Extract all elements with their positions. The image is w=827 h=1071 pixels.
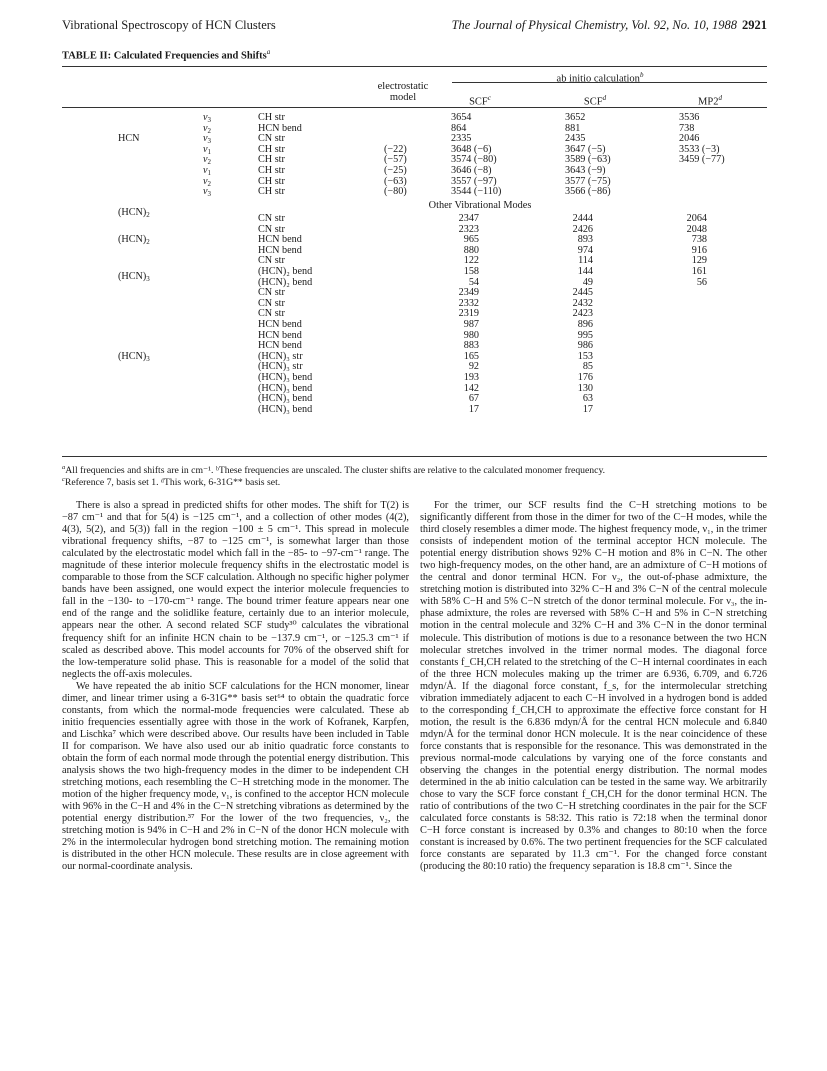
scf-c-value: 883 — [463, 340, 479, 352]
mp2-value: 3459 (−77) — [679, 154, 725, 166]
mp2-value: 161 — [691, 266, 707, 277]
scf-c-value: 987 — [463, 319, 479, 330]
mode-description: (HCN)₂ bend — [258, 266, 313, 277]
col-header-mp2 — [670, 93, 750, 108]
mp2-value: 738 — [691, 234, 707, 246]
footnote-text-1: All frequencies and shifts are in cm⁻¹. ᵇThese frequencies are unscaled. The cluster shifts are relative to the calculated monomer frequency. — [65, 465, 606, 477]
mode-index: 3 — [207, 190, 212, 199]
col-header-scf-d-text: SCF — [583, 96, 603, 108]
scf-d-value: 2423 — [572, 308, 593, 320]
col-header-abinitio-text: ab initio calculation — [556, 73, 640, 85]
mode-description: CN str — [258, 223, 285, 235]
mode-description: CN str — [258, 308, 285, 320]
scf-c-value: 3574 (−80) — [451, 154, 497, 166]
col-header-abinitio-note: b — [639, 71, 644, 79]
scf-c-value: 193 — [463, 372, 479, 383]
mode-label: $\nu_2$ — [203, 154, 212, 167]
mode-description: HCN bend — [258, 329, 302, 341]
article-short-title: Vibrational Spectroscopy of HCN Clusters — [62, 18, 276, 32]
scf-d-value: 2435 — [565, 133, 586, 145]
electrostatic-value: (−22) — [384, 143, 407, 155]
mode-description: CN str — [258, 255, 285, 267]
table-bottom-rule — [62, 456, 767, 457]
col-header-electrostatic-line1: electrostatic — [377, 81, 429, 92]
footnote-text-2: Reference 7, basis set 1. ᵈThis work, 6-31G** basis set. — [64, 477, 281, 489]
mode-index: 2 — [207, 158, 212, 167]
scf-d-value: 114 — [578, 255, 593, 267]
section-other-modes-title: Other Vibrational Modes — [428, 200, 532, 211]
table-title-note: a — [266, 48, 271, 56]
mode-description: CN str — [258, 287, 285, 299]
mode-description: HCN bend — [258, 340, 302, 352]
scf-c-value: 2349 — [458, 287, 479, 299]
species-column-2 — [118, 214, 150, 373]
table-top-rule — [62, 66, 767, 67]
scf-d-value: 986 — [577, 340, 593, 352]
scf-d-value: 881 — [565, 122, 581, 134]
mp2-value: 738 — [679, 122, 695, 134]
mode-label: $\nu_3$ — [203, 133, 212, 146]
mode-label: $\nu_2$ — [203, 122, 212, 135]
scf-d-value: 130 — [577, 382, 593, 394]
mode-description: CN str — [258, 213, 285, 224]
mp2-value: 56 — [696, 276, 707, 288]
electrostatic-value: (−63) — [384, 175, 407, 187]
mp2-value: 916 — [691, 244, 707, 256]
scf-d-value: 63 — [582, 393, 593, 405]
electrostatic-value: (−80) — [384, 186, 407, 198]
scf-d-value: 995 — [577, 329, 593, 341]
scf-c-value: 864 — [451, 122, 467, 134]
mode-label: $\nu_3$ — [203, 112, 212, 124]
col-header-scf-c — [440, 93, 520, 108]
mp2-value: 129 — [691, 255, 707, 267]
scf-c-value: 54 — [468, 276, 479, 288]
scf-c-value: 2347 — [458, 213, 479, 224]
scf-d-value: 17 — [582, 403, 593, 415]
scf-c-value: 17 — [468, 403, 479, 415]
scf-d-value: 2445 — [572, 287, 593, 299]
mode-index: 3 — [207, 116, 212, 124]
abinitio-spanner-rule — [452, 82, 767, 83]
paragraph-abinitio-scf: We have repeated the ab initio SCF calculations for the HCN monomer, linear dimer, and linear trimer using a 6-31G** basis set⁶⁴ to obtain the quadratic force constants, from which the normal-mode frequencies were calculated. These ab initio frequencies essentially agree with those in the work of Kofranek, Karpfen, and Lischka⁷ which were described above. Our results have been included in Table II for comparison. We have also used our ab initio quadratic force constants to obtain the form of each normal mode through the potential energy distribution. This analysis shows the two high-frequency modes in the dimer to be independent CH stretching motions, each resembling the C−H stretching mode in the monomer. The motion of the higher frequency mode, ν₁, is confined to the acceptor HCN molecule with 96% in the C−H and 4% in the C−N stretching vibrations as determined by the potential energy distribution.³⁷ For the lower of the two frequencies, ν₂, the stretching motion is 94% in C−H and 2% in C−N of the donor HCN molecule with 2% in the intermolecular hydrogen bond stretching motion. The remaining motion is distributed in the other HCN molecule. These results are in close agreement with our normal-coordinate analysis. — [62, 680, 409, 873]
scf-c-value: 2335 — [451, 133, 472, 145]
scf-c-value: 980 — [463, 329, 479, 341]
mode-description: CH str — [258, 165, 285, 176]
mode-index: 2 — [207, 126, 212, 135]
table-footnote-1: $^a$All frequencies and shifts are in cm⁻¹. ᵇThese frequencies are unscaled. The cluster shifts are relative to the calculated monomer frequency. — [62, 464, 606, 477]
mode-description: CH str — [258, 112, 285, 123]
mode-index: 1 — [207, 147, 212, 156]
mode-description: CH str — [258, 154, 285, 166]
species-dimer: $(HCN)_2$ — [118, 207, 150, 220]
col-header-scf-d — [555, 93, 635, 108]
mode-label: $\nu_2$ — [203, 175, 212, 188]
paragraph-shift-spread: There is also a spread in predicted shifts for other modes. The shift for T(2) is −87 cm⁻¹ and that for 5(4) is −125 cm⁻¹, and a collection of other modes (4(2), 4(3), 5(2), and 5(3)) fall in the region −100 ± 5 cm⁻¹. This spread in molecule vibrational frequency shifts, −87 to −125 cm⁻¹, is somewhat larger than those calculated by the electrostatic model which fall in the −85- to −97-cm⁻¹ range. The magnitude of these interior molecule frequency shifts in the electrostatic model is comparable to those from the SCF calculation. Although no specific higher polymer bands have been assigned, one would expect the interior molecule frequencies to fall in the −130- to −170-cm⁻¹ range. The bound trimer feature appears near one end of the range and the solidlike feature, certainly due to an interior molecule, appears near the other. A second related SCF study³⁰ calculates the vibrational frequency shift for an infinite HCN chain to be −137.9 cm⁻¹, or −125.3 cm⁻¹ if scaled as described above. This model accounts for 70% of the observed shift for the low-temperature solid phase. This is reasonable for a model of the solid that neglects the off-axis molecules. — [62, 500, 409, 680]
species-trimer-2: $(HCN)_3$ — [118, 350, 150, 363]
scf-c-value: 142 — [463, 382, 479, 394]
mode-description: HCN bend — [258, 122, 302, 134]
scf-c-value: 3544 (−110) — [451, 186, 502, 198]
scf-d-value: 153 — [577, 350, 593, 362]
scf-c-value: 158 — [463, 266, 479, 277]
mode-description: HCN bend — [258, 319, 302, 330]
scf-c-value: 965 — [463, 234, 479, 246]
mp2-value: 3533 (−3) — [679, 143, 720, 155]
table-footnote-2: $^c$Reference 7, basis set 1. ᵈThis work, 6-31G** basis set. — [62, 476, 281, 489]
mp2-value: 2064 — [686, 213, 707, 224]
scf-d-value: 144 — [577, 266, 593, 277]
scf-c-value: 92 — [468, 361, 479, 373]
scf-d-value: 49 — [582, 276, 593, 288]
scf-d-value: 2432 — [572, 297, 593, 309]
mp2-value: 3536 — [679, 112, 700, 123]
mode-description: (HCN)₃ str — [258, 361, 303, 373]
mode-description: CN str — [258, 133, 285, 145]
mode-description: (HCN)₃ bend — [258, 372, 313, 383]
mode-label: $\nu_1$ — [203, 165, 212, 177]
mode-index: 1 — [207, 169, 212, 177]
scf-c-value: 2319 — [458, 308, 479, 320]
mode-description: HCN bend — [258, 234, 302, 246]
species-trimer: $(HCN)_3$ — [118, 270, 150, 283]
scf-c-value: 67 — [468, 393, 479, 405]
scf-d-value: 896 — [577, 319, 593, 330]
scf-d-value: 176 — [577, 372, 593, 383]
scf-d-value: 85 — [582, 361, 593, 373]
col-header-electrostatic — [358, 81, 448, 103]
species-hcn: HCN — [118, 133, 140, 145]
mode-index: 3 — [207, 137, 212, 146]
col-header-scf-c-note: c — [487, 94, 491, 102]
scf-d-value: 3643 (−9) — [565, 165, 606, 176]
mode-description: (HCN)₃ bend — [258, 403, 313, 415]
scf-c-value: 3557 (−97) — [451, 175, 497, 187]
mode-label: $\nu_3$ — [203, 186, 212, 199]
mode-description: (HCN)₃ str — [258, 350, 303, 362]
scf-d-value: 3577 (−75) — [565, 175, 611, 187]
running-header — [62, 18, 767, 36]
scf-d-value: 3647 (−5) — [565, 143, 606, 155]
scf-d-value: 3652 — [565, 112, 586, 123]
scf-c-value: 3646 (−8) — [451, 165, 492, 176]
table-title-text: TABLE II: Calculated Frequencies and Shifts — [62, 50, 267, 62]
scf-c-value: 2332 — [458, 297, 479, 309]
mode-index: 2 — [207, 179, 212, 188]
col-header-mp2-note: d — [718, 94, 722, 102]
mode-description: CH str — [258, 143, 285, 155]
scf-d-value: 3589 (−63) — [565, 154, 611, 166]
page-number: 2921 — [742, 18, 767, 32]
col-header-electrostatic-line2: model — [389, 92, 417, 103]
mode-description: CN str — [258, 297, 285, 309]
scf-c-value: 122 — [463, 255, 479, 267]
body-left-column — [62, 500, 409, 873]
col-header-scf-c-text: SCF — [469, 96, 488, 108]
species-dimer-2: $(HCN)_2$ — [118, 234, 150, 247]
scf-c-value: 3648 (−6) — [451, 143, 492, 155]
mode-description: (HCN)₂ bend — [258, 276, 313, 288]
table-title — [62, 48, 270, 62]
paragraph-trimer-results: For the trimer, our SCF results find the C−H stretching motions to be significantly different from those in the dimer for two of the C−H modes, while the third closely resembles a dimer mode. The highest frequency mode, ν₁, in the trimer consists of independent motion of the terminal acceptor HCN molecule. The potential energy distribution shows 92% C−H motion and 8% in C−N. The other two high-frequency modes, on the other hand, are an admixture of C−H motions of the central and donor terminal HCN. For ν₂, the out-of-phase admixture, the stretching motion is distributed into 32% C−H and 3% C−N of the central molecule with 58% C−H and 5% C−N stretch of the donor terminal molecule. For ν₃, the in-phase admixture, the roles are reversed with 58% C−H and 5% in C−N stretching motion in the central molecule and 32% C−H and 3% C−N in the donor terminal molecule. This distribution of motions is due to a resonance between the two HCN molecular stretches involved in the trimer normal modes. The diagonal force constants f_CH,CH related to the stretching of the C−H internal coordinates in each of the three HCN molecules making up the trimer are 6.936, 6.709, and 6.726 mdyn/Å. If the diagonal force constant, f_s, for the intermolecular stretching vibration immediately adjacent to each C−H involved in a hydrogen bond is added to the corresponding f_CH,CH to approximate the effective force constant for H motion, the result is the 6.836 mdyn/Å for the central HCN molecule and 6.840 mdyn/Å for the terminal donor HCN molecule. It is the near coincidence of these force constants that is responsible for the resonance. This was demonstrated in the previous normal-mode calculations by varying one of the force constants and observing the changes in the potential energy distribution. The normal modes determined in the ab initio calculation can be tested in the same way. We arbitrarily chose to vary the SCF force constant f_CH,CH for the donor terminal HCN. The ratio of contributions of the two C−H stretching coordinates in the pair for the SCF calculated force constants is 58:32. This ratio is 72:18 when the terminal donor C−H force constant is increased by 0.3% and changes to 80:10 when the force constant is increased by 0.6%. The two pertinent frequencies for the SCF calculated force constants are separated by 11.3 cm⁻¹. For the changed force constant (producing the 80:10 ratio) the frequency separation is 18.8 cm⁻¹. Since the — [420, 500, 767, 873]
scf-c-value: 2323 — [458, 223, 479, 235]
mp2-value: 2048 — [686, 223, 707, 235]
mode-description: (HCN)₃ bend — [258, 393, 313, 405]
scf-c-value: 880 — [463, 244, 479, 256]
mode-description: HCN bend — [258, 244, 302, 256]
mode-label: $\nu_1$ — [203, 143, 212, 156]
body-right-column — [420, 500, 767, 873]
journal-citation: The Journal of Physical Chemistry, Vol. 92, No. 10, 1988 — [451, 18, 737, 32]
scf-c-value: 3654 — [451, 112, 472, 123]
col-header-mp2-text: MP2 — [698, 96, 719, 108]
scf-d-value: 893 — [577, 234, 593, 246]
scf-d-value: 974 — [577, 244, 593, 256]
scf-d-value: 2426 — [572, 223, 593, 235]
scf-d-value: 3566 (−86) — [565, 186, 611, 198]
mode-description: (HCN)₃ bend — [258, 382, 313, 394]
mp2-value: 2046 — [679, 133, 700, 145]
col-header-scf-d-note: d — [602, 94, 607, 102]
mode-description: CH str — [258, 186, 285, 198]
mode-description: CH str — [258, 175, 285, 187]
electrostatic-value: (−57) — [384, 154, 407, 166]
scf-d-value: 2444 — [572, 213, 593, 224]
electrostatic-value: (−25) — [384, 165, 407, 176]
scf-c-value: 165 — [463, 350, 479, 362]
table-header-rule — [62, 107, 767, 108]
